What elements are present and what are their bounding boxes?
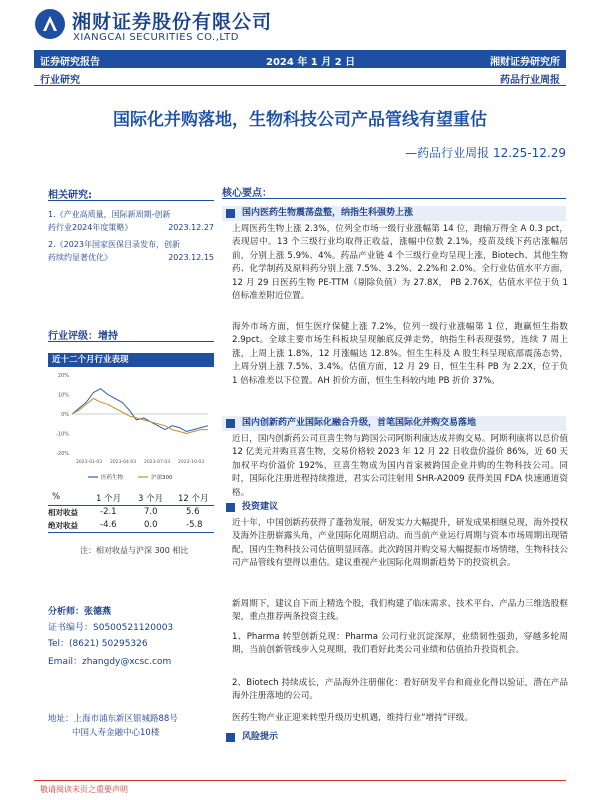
address (48, 712, 218, 740)
paragraph: 近十年，中国创新药获得了蓬勃发展，研发实力大幅提升，研发成果相继兑现，海外授权及海外注册崭露头角，产业国际化周期启动。而当前产业运行周期与资本市场周期出现错配，国内生物科技公司估值明显回落。此次跨国并购交易大幅提振市场情绪，生物科技公司产品管线有望得以重估。建议重视产业国际化周期新趋势下的投资机会。 (232, 518, 568, 569)
table-header: 12 个月 (178, 494, 209, 504)
paragraph: 医药生物产业正迎来转型升级历史机遇，维持行业“增持”评级。 (232, 713, 473, 723)
table-cell: 7.0 (144, 507, 158, 517)
table-cell: -5.8 (186, 520, 203, 530)
report-date: 2024 年 1 月 2 日 (266, 57, 356, 68)
x-tick-label: 2023-07-03 (144, 460, 171, 465)
performance-table (48, 491, 214, 533)
paragraph: 1、Pharma 转型创新兑现：Pharma 公司行业沉淀深厚，业绩韧性强劲，穿越多轮周期，当前创新管线步入兑现期，我们看好此类公司业绩和估值抬升投资机会。 (232, 632, 568, 656)
company-logo (34, 6, 274, 46)
performance-chart (48, 369, 214, 487)
y-tick-label: 10% (57, 392, 69, 399)
table-row (48, 505, 214, 519)
paragraph: 近日，国内创新药公司亘喜生物与跨国公司阿斯利康达成并购交易。阿斯利康将以总价值 12 亿美元并购亘喜生物，交易价格较 2023 年 12 月 22 日收盘价溢价 86%，近 60 天加权平均价溢价 192%，亘喜生物成为国内首家被跨国企业并购的生物科技公司。同时，国际化注册进程持续推进，君实公司注射用 SHR-A2009 获得美国 FDA 快速通道资格。 (232, 434, 568, 498)
footer-divider (34, 780, 566, 781)
paragraph: 上周医药生物上涨 2.3%，位列全市场一级行业涨幅第 14 位，跑输万得全 A 0.3 pct，表现居中。13 个三级行业均取得正收益，涨幅中位数 2.1%，疫苗及线下药店涨幅居前，分别上涨 5.9%、4%。药品产业链 4 个三级行业均呈现上涨，Biotech、其他生物药、化学制药及原料药分别上涨 7.5%、3.2%、2.2%和 2.0%。全行业估值水平方面，12 月 29 日医药生物 PE-TTM（剔除负值）为 27.8X， PB 2.76X，估值水平位于负 1 倍标准差附近位置。 (232, 224, 568, 302)
company-name-cn: 湘财证券股份有限公司 (72, 11, 273, 33)
y-tick-label: -10% (56, 431, 69, 438)
table-cell: -4.6 (100, 520, 117, 530)
related-item-date: 2023.12.27 (168, 223, 214, 232)
table-cell: 0.0 (144, 520, 158, 530)
series-line (72, 389, 208, 432)
related-item[interactable] (48, 238, 214, 264)
section-heading: 投资建议 (222, 500, 566, 515)
y-tick-label: 20% (57, 373, 69, 379)
related-item-line1: 1.《产业高质量，国际新周期-创新 (48, 210, 171, 219)
related-item-line2: 药行业2024年度策略》 (48, 223, 133, 232)
section-heading: 风险提示 (222, 730, 566, 745)
related-item-line2: 药续约显著优化》 (48, 253, 112, 262)
institute-name: 湘财证券研究所 (490, 57, 560, 68)
related-item[interactable] (48, 208, 214, 234)
paragraph: 海外市场方面，恒生医疗保健上涨 7.2%，位列一级行业涨幅第 1 位，跑赢恒生指数 2.9pct。全球主要市场生科板块呈现触底反弹走势，纳指生科表现强势，连续 7 周上涨，上周上涨 1.8%，12 月涨幅达 12.8%。恒生生科及 A 股生科呈现底部震荡态势，上周分别上涨 7.5%、3.4%。估值方面，12 月 29 日，恒生生科 PB 为 2.2X，位于负 1 倍标准差以下位置。AH 折价方面，恒生生科较内地 PB 折价 37%。 (232, 322, 568, 386)
related-heading: 相关研究: (48, 190, 92, 201)
xiangcai-logo-icon (34, 8, 66, 40)
legend-label: 医药生物 (101, 475, 124, 481)
related-item-date: 2023.12.15 (168, 253, 214, 262)
industry-rating: 行业评级：增持 (48, 331, 118, 342)
row-label: 相对收益 (48, 508, 78, 517)
table-header: 1 个月 (96, 494, 122, 504)
section-heading: 国内创新药产业国际化融合升级，首笔国际化并购交易落地 (222, 416, 566, 431)
table-note: 注：相对收益与沪深 300 相比 (80, 546, 189, 555)
paragraph: 2、Biotech 持续成长，产品海外注册催化：看好研发平台和商业化得以验证，潜在产品海外注册落地的公司。 (232, 678, 568, 702)
section-heading: 国内医药生物震荡盘整，纳指生科强势上涨 (222, 206, 566, 221)
table-row (48, 519, 214, 533)
analyst-name: 分析师：张德燕 (48, 607, 112, 617)
x-tick-label: 2023-04-03 (110, 460, 137, 465)
table-cell: 5.6 (186, 507, 200, 517)
table-header: % (52, 492, 61, 502)
category-label: 行业研究 (40, 75, 80, 86)
chart-heading: 近十二个月行业表现 (48, 353, 214, 367)
analyst-email[interactable]: Email：zhangdy@xcsc.com (48, 657, 172, 667)
series-line (72, 398, 208, 433)
table-header: 3 个月 (138, 494, 164, 504)
page-title: 国际化并购落地，生物科技公司产品管线有望重估 (113, 110, 487, 130)
legend-label: 沪深300 (151, 475, 173, 481)
sub-header (34, 70, 566, 86)
table-header-row (48, 491, 214, 505)
row-label: 绝对收益 (48, 521, 78, 530)
report-type: 证券研究报告 (40, 57, 100, 68)
divider (48, 341, 214, 342)
divider (222, 198, 566, 199)
y-tick-label: 0% (61, 412, 69, 418)
paragraph: 新周期下，建议自下而上精选个股，我们构建了临床需求、技术平台、产品力三维选股框架，重点推荐两条投资主线。 (232, 599, 568, 623)
address-line1: 地址：上海市浦东新区银城路88号 (48, 714, 178, 724)
x-tick-label: 2023-01-03 (76, 460, 103, 465)
page-subtitle: —药品行业周报 12.25-12.29 (405, 146, 566, 160)
footer-disclaimer: 敬请阅读末页之重要声明 (40, 785, 128, 794)
analyst-tel: Tel：(8621) 50295326 (48, 639, 148, 649)
performance-chart-svg (48, 369, 214, 487)
address-line2: 中国人寿金融中心10楼 (72, 728, 160, 738)
company-name-en: XIANGCAI SECURITIES CO.,LTD (73, 32, 239, 43)
y-tick-label: -20% (56, 451, 69, 457)
divider (48, 200, 214, 201)
x-tick-label: 2023-10-03 (178, 460, 205, 465)
table-cell: -2.1 (100, 507, 117, 517)
analyst-cert: 证书编号：S0500521120003 (48, 623, 174, 633)
key-points-heading: 核心要点： (222, 188, 272, 199)
header-bar (34, 50, 566, 68)
series-label: 药品行业周报 (500, 75, 560, 86)
related-item-line1: 2.《2023年国家医保目录发布，创新 (48, 240, 180, 249)
